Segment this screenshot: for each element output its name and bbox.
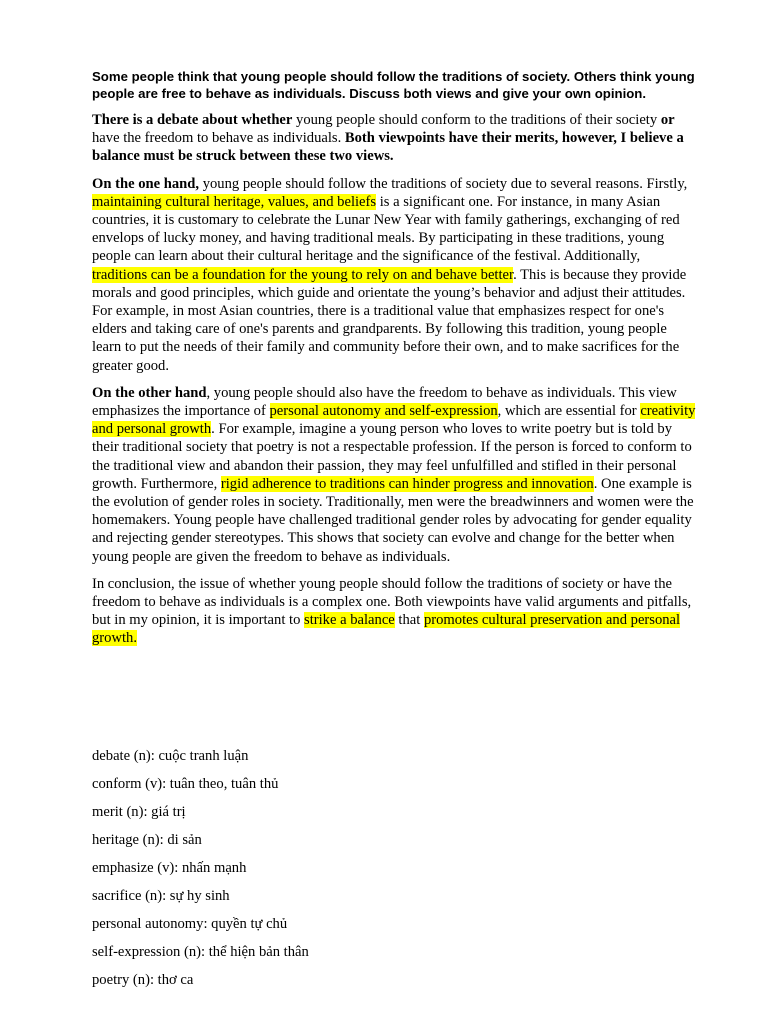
text-run: . One example is the evolution of gender roles in society. Traditionally, men were the breadwinners and women were the homemakers. Young people have challenged traditional gender roles by advocating for gender equality and rejecting gender stereotypes. This shows that society can evolve and change for the better when young people are given the freedom to behave as individuals.	[92, 475, 694, 565]
text-run: , which are essential for	[497, 403, 641, 420]
text-run: On the other hand	[92, 384, 207, 401]
essay-prompt: Some people think that young people should follow the traditions of society. Others think young people are free to behave as individuals. Discuss both views and give your own opinion.	[92, 69, 695, 101]
highlighted-phrase: strike a balance	[304, 612, 395, 629]
vocabulary-item: debate (n): cuộc tranh luận	[92, 748, 249, 764]
text-run: young people should conform to the traditions of their society	[292, 112, 661, 128]
text-run: young people should follow the traditions of society due to several reasons. Firstly,	[199, 175, 688, 192]
highlighted-phrase: creativity and personal growth	[92, 403, 696, 438]
vocabulary-item: self-expression (n): thể hiện bản thân	[92, 944, 309, 960]
vocabulary-item: emphasize (v): nhấn mạnh	[92, 860, 247, 876]
text-run: In conclusion, the issue of whether young people should follow the traditions of society or have the freedom to behave as individuals is a complex one. Both viewpoints have valid arguments and pitfalls, but in my opinion, it is important to	[92, 575, 692, 629]
text-run: There is a debate about whether	[92, 112, 293, 128]
highlighted-phrase: rigid adherence to traditions can hinder progress and innovation	[220, 475, 594, 492]
document-body	[92, 68, 696, 657]
text-run: . For example, imagine a young person who loves to write poetry but is told by their traditional society that poetry is not a respectable profession. If the person is forced to conform to the traditional view and abandon their passion, they may feel unfulfilled and stifled in their personal growth. Furthermore,	[92, 421, 692, 492]
vocabulary-list	[92, 746, 696, 998]
vocabulary-item: personal autonomy: quyền tự chủ	[92, 916, 288, 932]
text-run: or	[660, 112, 675, 128]
vocabulary-item: heritage (n): di sản	[92, 832, 202, 848]
text-run: . This is because they provide morals and good principles, which guide and orientate the young’s behavior and adjust their attitudes. For example, in most Asian countries, there is a traditional value that emphasizes respect for one's elders and taking care of one's parents and grandparents. By following this tradition, young people learn to put the needs of their family and community before their own, and to make sacrifices for the greater good.	[92, 266, 687, 374]
vocabulary-item: merit (n): giá trị	[92, 804, 186, 820]
vocabulary-item: sacrifice (n): sự hy sinh	[92, 888, 230, 904]
highlighted-phrase: promotes cultural preservation and personal growth.	[92, 612, 681, 647]
vocabulary-item: conform (v): tuân theo, tuân thủ	[92, 776, 279, 792]
text-run: is a significant one. For instance, in many Asian countries, it is customary to celebrate the Lunar New Year with family gatherings, exchanging of red envelops of lucky money, and having traditional meals. By participating in these traditions, young people can learn about their cultural heritage and the significance of the festival. Additionally,	[92, 193, 680, 265]
highlighted-phrase: traditions can be a foundation for the young to rely on and behave better	[92, 266, 514, 283]
text-run: that	[394, 612, 424, 629]
text-run: have the freedom to behave as individuals.	[92, 130, 345, 147]
paragraph-other-hand	[92, 384, 696, 566]
text-run: On the one hand,	[92, 175, 200, 192]
paragraph-introduction	[92, 111, 696, 166]
vocabulary-item: poetry (n): thơ ca	[92, 972, 194, 988]
highlighted-phrase: personal autonomy and self-expression	[269, 403, 498, 420]
paragraph-one-hand	[92, 175, 696, 375]
text-run: , young people should also have the freedom to behave as individuals. This view emphasizes the importance of	[92, 384, 677, 420]
text-run: Both viewpoints have their merits, however, I believe a balance must be struck between these two views.	[92, 130, 684, 165]
paragraph-conclusion	[92, 575, 696, 648]
highlighted-phrase: maintaining cultural heritage, values, and beliefs	[92, 193, 377, 210]
